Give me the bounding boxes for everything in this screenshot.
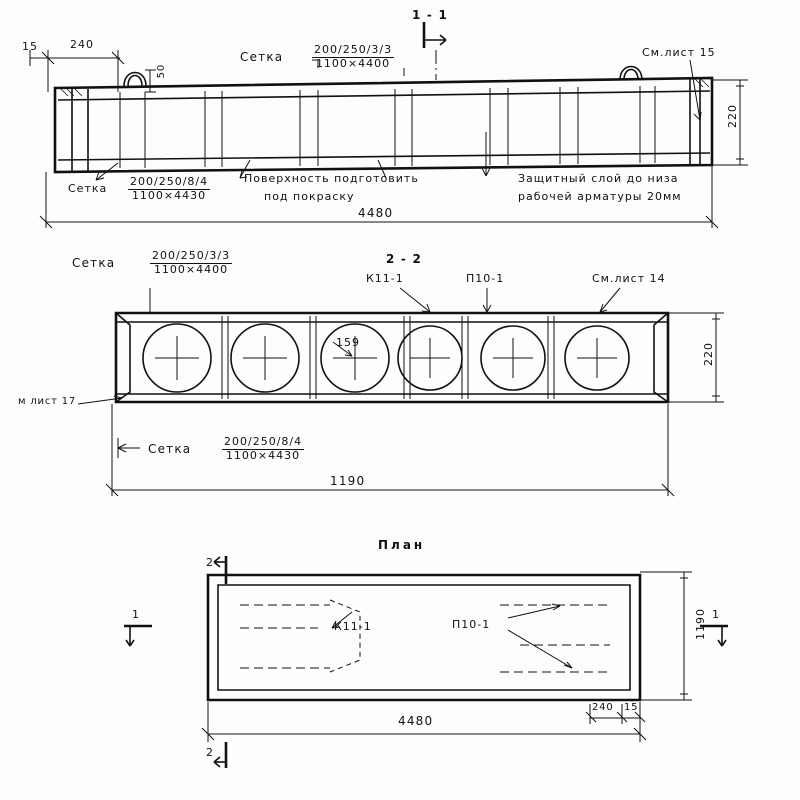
dim-15-plan: 15 [624, 702, 639, 713]
mesh-top-denominator: 1100×4400 [315, 56, 391, 70]
mesh-top-spec [312, 44, 394, 70]
dim-220-section2: 220 [702, 342, 715, 366]
elevation-beam [55, 67, 712, 173]
dim-1190-section2: 1190 [330, 474, 366, 488]
mesh-section2-denominator: 1100×4400 [153, 262, 229, 276]
see-sheet-15-label: См.лист 15 [642, 46, 716, 59]
plan-section-marks [124, 556, 728, 768]
p10-1-plan-label: П10-1 [452, 618, 491, 631]
plan-mark-2-bottom: 2 [206, 746, 214, 759]
dim-1190-plan [640, 572, 692, 700]
mesh-top-numerator: 200/250/3/3 [314, 43, 393, 56]
section-2-2-view [116, 313, 668, 402]
note-surface-line1: Поверхность подготовить [244, 172, 419, 185]
mesh-section2-numerator: 200/250/3/3 [152, 249, 231, 262]
note-cover-line1: Защитный слой до низа [518, 172, 679, 185]
plan-mark-2-top: 2 [206, 556, 214, 569]
mesh-bottom-left-spec [128, 176, 210, 202]
dim-240-plan: 240 [592, 702, 614, 713]
note-cover-line2: рабочей арматуры 20мм [518, 190, 682, 203]
mesh-bottom-section2-numerator: 200/250/8/4 [224, 435, 303, 448]
dim-240-top: 240 [70, 38, 94, 51]
mesh-bottom-left-denominator: 1100×4430 [131, 188, 207, 202]
dim-4480-elevation: 4480 [358, 206, 394, 220]
plan-view [208, 575, 640, 700]
dim-4480-plan: 4480 [398, 714, 434, 728]
k11-1-section-label: К11-1 [366, 272, 404, 285]
mesh-bottom-left-numerator: 200/250/8/4 [130, 175, 209, 188]
plan-mark-1-right: 1 [712, 608, 720, 621]
mesh-bottom-left-label: Сетка [68, 182, 108, 195]
dim-1190-plan: 1190 [694, 608, 707, 640]
void-diameter-label: 159 [336, 336, 360, 349]
dim-50: 50 [156, 64, 167, 79]
section-2-2-title: 2 - 2 [386, 252, 423, 266]
mesh-top-label: Сетка [240, 50, 284, 64]
plan-title: План [378, 538, 426, 552]
mesh-bottom-section2-denominator: 1100×4430 [225, 448, 301, 462]
note-surface-line2: под покраску [264, 190, 355, 203]
plan-mark-1-left: 1 [132, 608, 140, 621]
section-mark-1-1-top [424, 22, 446, 80]
mesh-bottom-section2-spec [222, 436, 304, 462]
mesh-section2-label: Сетка [72, 256, 116, 270]
dim-220-section2 [668, 313, 724, 402]
mesh-bottom-section2-label: Сетка [148, 442, 192, 456]
mesh-section2-spec [150, 250, 232, 276]
dim-top-left [30, 50, 124, 92]
p10-1-section-label: П10-1 [466, 272, 505, 285]
dim-50 [145, 70, 156, 92]
dim-15-left: 15 [22, 40, 38, 53]
see-sheet-17-label: м лист 17 [18, 396, 77, 407]
section-1-1-title: 1 - 1 [412, 8, 449, 22]
k11-1-plan-label: К11-1 [334, 620, 372, 633]
see-sheet-14-label: См.лист 14 [592, 272, 666, 285]
dim-220-elevation: 220 [726, 104, 739, 128]
mesh-bottom-leader [118, 438, 140, 458]
